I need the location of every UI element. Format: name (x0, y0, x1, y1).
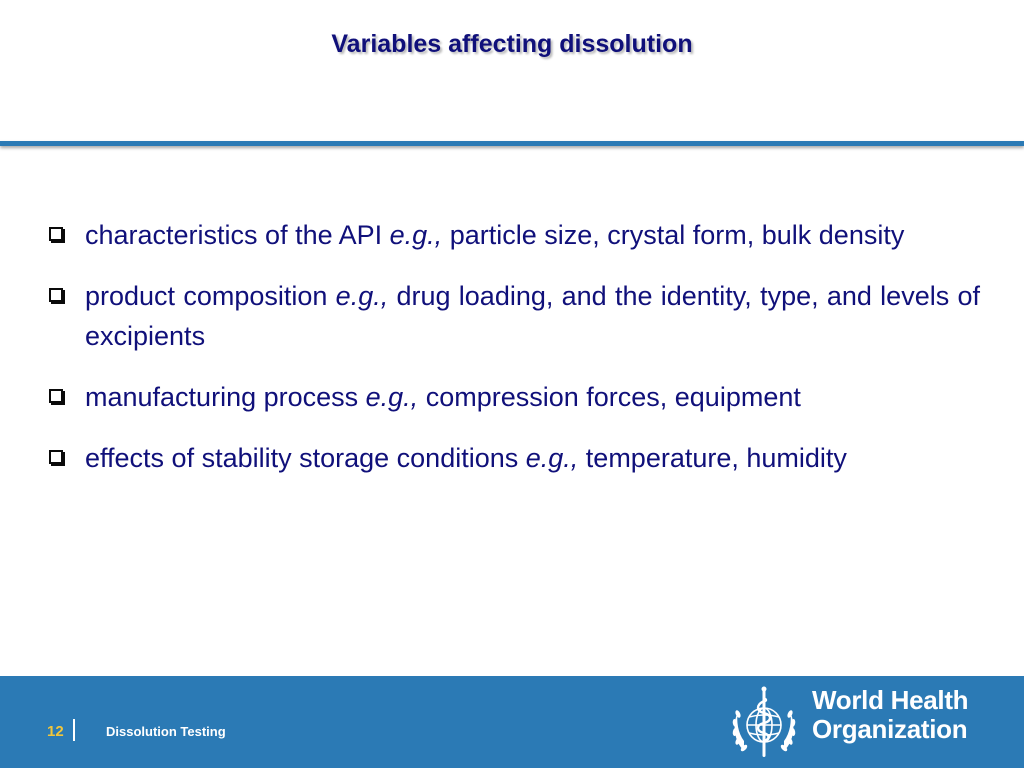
slide-title: Variables affecting dissolution (331, 30, 693, 58)
checkbox-bullet-icon (49, 227, 63, 241)
page-number-divider (73, 719, 75, 741)
title-divider (0, 141, 1024, 146)
bullet-rest: temperature, humidity (578, 443, 847, 473)
bullet-item-stability (48, 438, 980, 478)
who-logo-text (812, 686, 968, 744)
who-emblem-icon (722, 681, 806, 765)
bullet-list (48, 215, 980, 499)
bullet-lead: characteristics of the API (85, 220, 390, 250)
footer-label: Dissolution Testing (106, 724, 226, 739)
checkbox-bullet-icon (49, 389, 63, 403)
bullet-eg: e.g., (525, 443, 579, 473)
bullet-lead: manufacturing process (85, 382, 366, 412)
bullet-rest: compression forces, equipment (418, 382, 801, 412)
bullet-rest: drug loading, and the identity, type, and levels of excipients (85, 281, 980, 351)
bullet-eg: e.g., (389, 220, 443, 250)
bullet-item-manufacturing (48, 377, 980, 417)
bullet-rest: particle size, crystal form, bulk density (442, 220, 905, 250)
who-logo-line2: Organization (812, 714, 968, 744)
who-logo-line1: World Health (812, 685, 969, 715)
checkbox-bullet-icon (49, 288, 63, 302)
bullet-eg: e.g., (335, 281, 389, 311)
page-number: 12 (47, 723, 64, 740)
bullet-item-product (48, 276, 980, 356)
checkbox-bullet-icon (49, 450, 63, 464)
bullet-item-api (48, 215, 980, 255)
bullet-lead: product composition (85, 281, 336, 311)
bullet-eg: e.g., (365, 382, 419, 412)
bullet-lead: effects of stability storage conditions (85, 443, 526, 473)
